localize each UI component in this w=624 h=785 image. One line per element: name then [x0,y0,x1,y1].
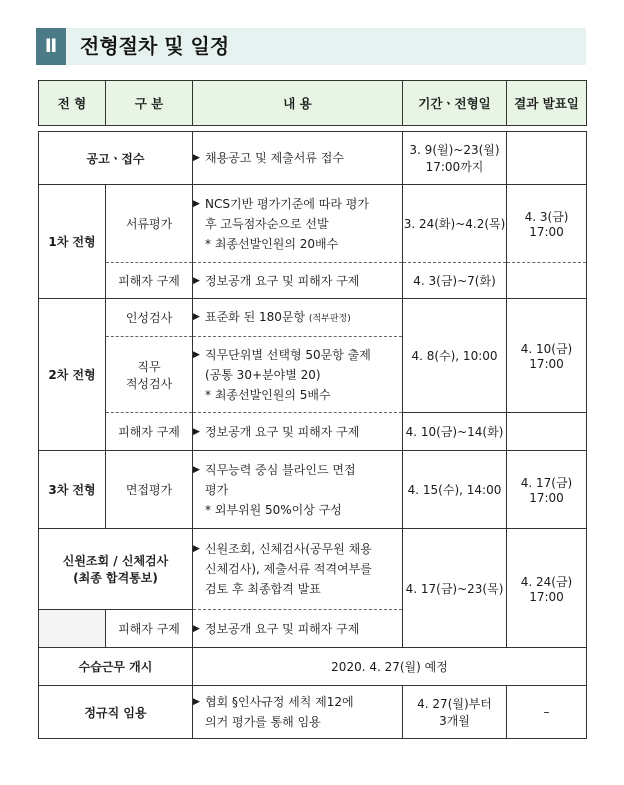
table-row [39,413,587,451]
content-cell: ▶ 채용공고 및 제출서류 접수 [193,132,403,185]
table-row [39,132,587,185]
triangle-bullet-icon: ▶ [193,426,200,437]
result-cell: 4. 3(금) 17:00 [507,185,587,263]
training-value: 2020. 4. 27(월) 예정 [193,648,587,686]
category-cell: 피해자 구제 [106,413,193,451]
triangle-bullet-icon: ▶ [193,198,200,209]
section-header [36,28,586,65]
table-row [39,451,587,529]
triangle-bullet-icon: ▶ [193,275,200,286]
category-cell: 면접평가 [106,451,193,529]
content-cell: ▶ 직무단위별 선택형 50문항 출제 (공통 30+분야별 20) * 최종선발인원의 5배수 [193,337,403,413]
stage-round3: 3차 전형 [39,451,106,529]
content-cell: ▶ 정보공개 요구 및 피해자 구제 [193,263,403,299]
stage-round2: 2차 전형 [39,299,106,451]
category-cell: 피해자 구제 [106,263,193,299]
category-cell: 서류평가 [106,185,193,263]
header-content: 내 용 [193,81,403,126]
stage-regular: 정규직 임용 [39,686,193,739]
result-cell: 4. 10(금) 17:00 [507,299,587,413]
header-result: 결과 발표일 [507,81,587,126]
section-number: Ⅱ [36,28,66,65]
result-cell-empty [507,263,587,299]
stage-final: 신원조회 / 신체검사 (최종 합격통보) [39,529,193,610]
stage-round1: 1차 전형 [39,185,106,299]
stage-notice: 공고ㆍ접수 [39,132,193,185]
triangle-bullet-icon: ▶ [193,349,200,360]
header-category: 구 분 [106,81,193,126]
period-cell: 4. 3(금)~7(화) [403,263,507,299]
category-cell: 직무 적성검사 [106,337,193,413]
period-cell: 4. 17(금)~23(목) [403,529,507,648]
result-cell: 4. 17(금) 17:00 [507,451,587,529]
period-cell: 3. 24(화)~4.2(목) [403,185,507,263]
content-cell: ▶ 정보공개 요구 및 피해자 구제 [193,610,403,648]
triangle-bullet-icon: ▶ [193,153,200,163]
table-row [39,299,587,337]
period-cell: 4. 15(수), 14:00 [403,451,507,529]
stage-training: 수습근무 개시 [39,648,193,686]
period-cell: 4. 10(금)~14(화) [403,413,507,451]
result-cell-empty [507,413,587,451]
header-stage: 전 형 [39,81,106,126]
content-cell: ▶ 표준화 된 180문항 (적부판정) [193,299,403,337]
table-row [39,648,587,686]
period-cell: 4. 27(월)부터 3개월 [403,686,507,739]
triangle-bullet-icon: ▶ [193,623,200,634]
triangle-bullet-icon: ▶ [193,464,200,475]
triangle-bullet-icon: ▶ [193,697,200,707]
header-row [39,81,587,126]
result-cell: 4. 24(금) 17:00 [507,529,587,648]
table-row [39,529,587,610]
table-row [39,185,587,263]
category-cell: 인성검사 [106,299,193,337]
triangle-bullet-icon: ▶ [193,311,200,322]
header-period: 기간ㆍ전형일 [403,81,507,126]
content-cell: ▶ 정보공개 요구 및 피해자 구제 [193,413,403,451]
content-cell: ▶ 직무능력 중심 블라인드 면접 평가 * 외부위원 50%이상 구성 [193,451,403,529]
result-cell: – [507,686,587,739]
triangle-bullet-icon: ▶ [193,544,200,554]
period-cell: 3. 9(월)~23(월) 17:00까지 [403,132,507,185]
content-cell: ▶ NCS기반 평가기준에 따라 평가 후 고득점자순으로 선발 * 최종선발인원의 20배수 [193,185,403,263]
empty-cell [39,610,106,648]
period-cell: 4. 8(수), 10:00 [403,299,507,413]
schedule-table [38,80,587,739]
table-row [39,263,587,299]
table-row [39,686,587,739]
content-cell: ▶ 협회 §인사규정 세칙 제12에 의거 평가를 통해 임용 [193,686,403,739]
result-cell [507,132,587,185]
category-cell: 피해자 구제 [106,610,193,648]
content-cell: ▶ 신원조회, 신체검사(공무원 채용 신체검사), 제출서류 적격여부를 검토 후 최종합격 발표 [193,529,403,610]
section-title: 전형절차 및 일정 [80,34,230,58]
